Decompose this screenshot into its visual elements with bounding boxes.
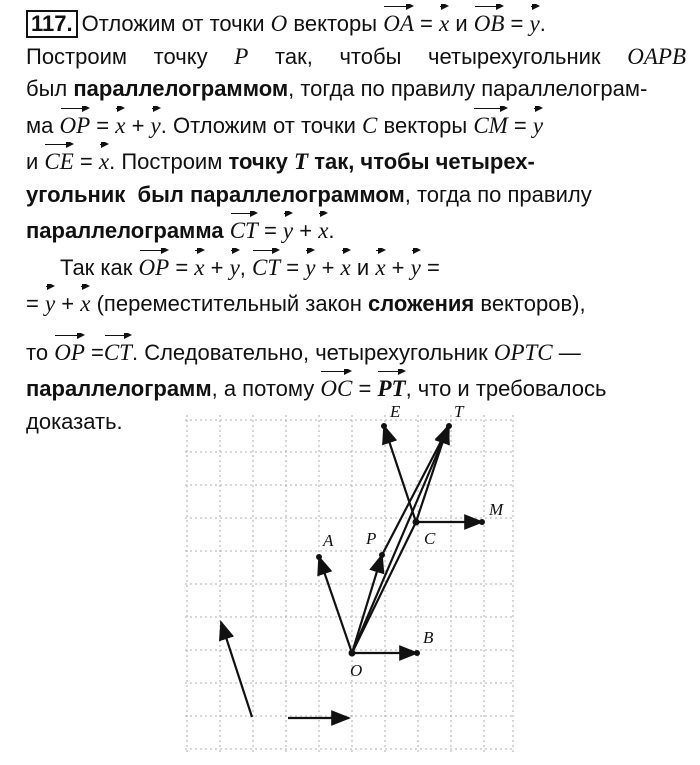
grid (185, 415, 515, 752)
vector-ct-arrow (416, 426, 448, 522)
point-labels (322, 402, 504, 680)
line-10: то OP =CT. Следовательно, четырехугольник OPTC — (26, 333, 686, 370)
vector-y: y (530, 4, 540, 41)
vector-ce-arrow (384, 426, 416, 522)
label-b: B (423, 628, 434, 647)
vector-x: x (439, 4, 449, 41)
line-6: угольник был параллелограммом, тогда по правилу (26, 181, 592, 207)
vector-oa-arrow (319, 557, 352, 653)
line-3: был параллелограммом, тогда по правилу параллелограм- (26, 76, 648, 101)
label-t: T (454, 402, 464, 421)
label-m: M (489, 500, 504, 519)
line-1: 117. Отложим от точки O векторы OA = x и OB = y. (26, 4, 686, 41)
vector-oc-line (352, 522, 416, 653)
line-4: ма OP = x + y. Отложим от точки C векторы CM = y (26, 106, 686, 143)
vector-oa: OA (383, 4, 414, 41)
label-o: O (350, 661, 363, 680)
label-e: E (390, 402, 401, 421)
vector-y-sample (221, 622, 252, 717)
line-11: параллелограмм, а потому OC = PT, что и требовалось (26, 369, 686, 406)
label-a: A (323, 531, 334, 550)
line-2: Построим точку P так, чтобы четырехугольник OAPB (26, 43, 686, 69)
line-9: = y + x (переместительный закон сложения векторов), (26, 284, 686, 321)
line-7: параллелограмма CT = y + x. (26, 211, 686, 248)
line-5: и CE = x. Построим точку T так, чтобы четырех- (26, 142, 686, 179)
line-12: доказать. (26, 408, 123, 434)
line-8: Так как OP = x + y, CT = y + x и x + y = (26, 248, 686, 285)
label-c: C (424, 529, 436, 548)
problem-number: 117. (26, 10, 78, 38)
vector-pt-line (382, 426, 449, 555)
vector-ob: OB (474, 4, 505, 41)
vector-op-arrow (352, 555, 382, 653)
label-p: P (366, 529, 377, 548)
